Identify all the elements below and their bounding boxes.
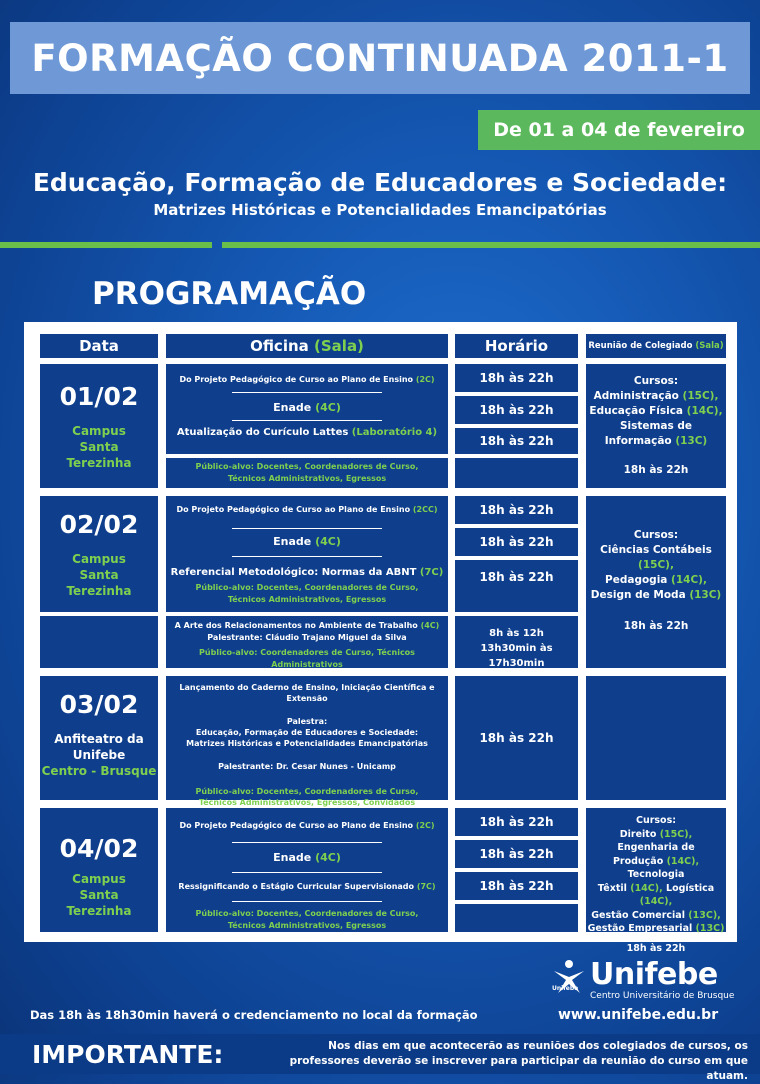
day1-time-2: 18h às 22h <box>455 396 578 424</box>
col-header-oficina <box>166 334 448 358</box>
day1-loc-line1: Campus <box>72 424 126 438</box>
day2-location <box>40 551 158 599</box>
day3-audience <box>166 786 448 808</box>
day2-workshop-4 <box>166 620 448 632</box>
divider <box>232 901 382 902</box>
day1-w3-room: (Laboratório 4) <box>351 427 438 438</box>
day3-loc-line1: Anfiteatro da <box>54 732 144 746</box>
day3-audience-line1: Público-alvo: Docentes, Coordenadores de Curso, <box>195 787 419 796</box>
day1-date: 01/02 <box>59 382 139 411</box>
day4-location <box>40 871 158 919</box>
day1-audience-line2: Técnicos Administrativos, Egressos <box>227 474 387 483</box>
day4-time-1: 18h às 22h <box>455 808 578 836</box>
day4-r4-name: Têxtil <box>597 882 627 894</box>
theme-block <box>0 168 760 219</box>
day4-r6-room: (13C) <box>695 923 725 934</box>
day1-colegiado-time: 18h às 22h <box>623 464 689 476</box>
day4-cursos-label: Cursos: <box>635 815 677 826</box>
day1-audience-line1: Público-alvo: Docentes, Coordenadores de Curso, <box>195 462 419 471</box>
day4-r6-name: Gestão Empresarial <box>587 923 693 934</box>
col-header-sala-label: (Sala) <box>314 337 364 355</box>
day3-location <box>40 731 158 779</box>
day4-loc-line2: Santa <box>79 888 119 902</box>
section-heading: PROGRAMAÇÃO <box>92 276 367 312</box>
day4-r3b-name: Tecnologia <box>627 869 685 880</box>
day1-loc-line3: Terezinha <box>66 456 132 470</box>
day2-curso-2 <box>586 573 726 588</box>
day4-audience-line1: Público-alvo: Docentes, Coordenadores de Curso, <box>195 909 419 918</box>
day4-curso-3 <box>586 882 726 909</box>
divider <box>232 528 382 529</box>
day2-w1-name: Do Projeto Pedagógico de Curso ao Plano de Ensino <box>176 505 411 514</box>
day1-time-3: 18h às 22h <box>455 428 578 454</box>
day3-date-cell <box>40 676 158 800</box>
day2-r3-name: Design de Moda <box>590 589 686 601</box>
day1-loc-line2: Santa <box>79 440 119 454</box>
day2-workshops-cell <box>166 496 448 612</box>
day1-r1-name: Administração <box>593 390 679 402</box>
day2-r2-name: Pedagogia <box>605 574 668 586</box>
day2-w4-audience: Público-alvo: Coordenadores de Curso, Técnicos Administrativos <box>199 648 415 669</box>
schedule-board <box>24 322 737 954</box>
day2-audience-line1: Público-alvo: Docentes, Coordenadores de Curso, <box>195 583 419 592</box>
day1-curso-1 <box>586 389 726 404</box>
day1-audience <box>166 458 448 488</box>
day4-audience <box>166 908 448 932</box>
day2-time-4a: 8h às 12h <box>489 628 544 639</box>
day1-w1-room: (2C) <box>415 375 435 384</box>
day2-time-4 <box>455 616 578 668</box>
day1-curso-3b <box>586 434 726 449</box>
day4-workshop-1 <box>166 820 448 832</box>
divider <box>232 392 382 393</box>
divider-right <box>222 242 760 248</box>
day2-cursos-label: Cursos: <box>633 529 679 541</box>
day1-curso-3a: Sistemas de <box>619 420 693 432</box>
day1-time-empty <box>455 458 578 488</box>
day4-time-2: 18h às 22h <box>455 840 578 868</box>
day2-audience-line2: Técnicos Administrativos, Egressos <box>227 595 387 604</box>
day3-loc-line2: Unifebe <box>72 748 126 762</box>
day3-loc-line3: Centro - Brusque <box>41 764 157 778</box>
day2-w4-name: A Arte dos Relacionamentos no Ambiente de Trabalho <box>174 621 418 630</box>
day1-r1-room: (15C), <box>682 390 719 402</box>
day4-r1-name: Direito <box>619 828 657 840</box>
day4-curso-1 <box>586 828 726 842</box>
day2-time-3: 18h às 22h <box>455 560 578 612</box>
day4-w1-room: (2C) <box>415 821 435 830</box>
day2-date-cell <box>40 496 158 612</box>
day2-curso-1 <box>586 543 726 573</box>
day4-date-cell <box>40 808 158 932</box>
day4-loc-line3: Terezinha <box>66 904 132 918</box>
logo-name: Unifebe <box>590 957 718 992</box>
day2-w1-room: (2CC) <box>412 505 438 514</box>
important-text <box>278 1039 748 1084</box>
divider <box>232 842 382 843</box>
day4-curso-2b <box>586 855 726 882</box>
day3-time: 18h às 22h <box>455 676 578 800</box>
day1-workshop-2 <box>166 401 448 414</box>
day2-colegiado <box>586 496 726 668</box>
day1-r4-name: Informação <box>604 435 672 447</box>
day4-r3-name: Produção <box>612 855 664 867</box>
day4-curso-2a: Engenharia de <box>617 842 695 853</box>
day2-workshop-4-cell <box>166 616 448 668</box>
theme-subtitle: Matrizes Históricas e Potencialidades Emancipatórias <box>153 201 607 219</box>
day3-colegiado-empty <box>586 676 726 800</box>
day1-w2-name: Enade <box>273 401 312 414</box>
title-banner <box>10 22 750 94</box>
important-text-line2: professores deverão se inscrever para participar da reunião do curso em que atuam. <box>289 1055 748 1082</box>
important-label: IMPORTANTE: <box>32 1040 224 1069</box>
unifebe-logo <box>550 955 740 1005</box>
day2-colegiado-time: 18h às 22h <box>623 620 689 632</box>
day4-time-3: 18h às 22h <box>455 872 578 900</box>
day4-r4-room: (14C), <box>630 882 663 894</box>
col-header-horario-label: Horário <box>484 337 549 355</box>
day4-r3-room: (14C), <box>666 855 700 867</box>
theme-title: Educação, Formação de Educadores e Sociedade: <box>32 168 728 197</box>
page-title: FORMAÇÃO CONTINUADA 2011-1 <box>31 36 729 80</box>
day4-time-empty <box>455 904 578 932</box>
website-link[interactable]: www.unifebe.edu.br <box>558 1007 719 1023</box>
day3-audience-line2: Técnicos Administrativos, Egressos, Convidados <box>198 798 416 807</box>
day1-w2-room: (4C) <box>315 401 341 414</box>
day2-loc-line1: Campus <box>72 552 126 566</box>
day2-workshop-3 <box>166 567 448 578</box>
day4-curso-4 <box>586 909 726 923</box>
day4-loc-line1: Campus <box>72 872 126 886</box>
col-header-reuniao-sala: (Sala) <box>695 341 724 351</box>
divider-left <box>0 242 212 248</box>
credenciamento-note: Das 18h às 18h30min haverá o credenciamento no local da formação <box>30 1008 478 1022</box>
col-header-oficina-label: Oficina <box>250 337 309 355</box>
day1-r2-name: Educação Física <box>589 405 684 417</box>
day1-w3-name: Atualização do Curículo Lattes <box>176 427 349 438</box>
divider <box>232 872 382 873</box>
day1-workshops-cell <box>166 364 448 454</box>
day4-r5-room: (13C), <box>688 909 721 921</box>
date-range-badge <box>478 110 760 150</box>
day2-w4-room: (4C) <box>420 621 440 630</box>
day4-w1-name: Do Projeto Pedagógico de Curso ao Plano de Ensino <box>179 821 414 830</box>
day3-line2: Palestra: <box>286 717 328 726</box>
day4-r1-room: (15C), <box>659 828 693 840</box>
day2-curso-3 <box>586 588 726 603</box>
day3-line4: Matrizes Históricas e Potencialidades Emancipatórias <box>186 739 428 748</box>
day2-workshop-2 <box>166 535 448 548</box>
day4-colegiado-time: 18h às 22h <box>626 942 686 954</box>
divider <box>232 556 382 557</box>
day1-colegiado <box>586 364 726 488</box>
logo-subtitle: Centro Universitário de Brusque <box>590 991 735 1001</box>
day4-w2-room: (4C) <box>315 851 341 864</box>
day2-w3-room: (7C) <box>419 567 444 578</box>
date-range-text: De 01 a 04 de fevereiro <box>493 119 745 141</box>
day2-r1-name: Ciências Contábeis <box>600 544 712 556</box>
day1-cursos-label: Cursos: <box>633 375 679 387</box>
day4-w3-room: (7C) <box>416 882 436 891</box>
day4-w2-name: Enade <box>273 851 312 864</box>
important-text-line1: Nos dias em que acontecerão as reuniões dos colegiados de cursos, os <box>328 1040 748 1052</box>
day2-time-2: 18h às 22h <box>455 528 578 556</box>
day3-line1: Lançamento do Caderno de Ensino, Iniciação Científica e Extensão <box>179 683 435 703</box>
logo-mark-text: Unifebe <box>552 985 579 992</box>
day1-date-cell <box>40 364 158 488</box>
day2-loc-line2: Santa <box>79 568 119 582</box>
day4-workshops-cell <box>166 808 448 932</box>
day2-date-empty <box>40 616 158 668</box>
day4-audience-line2: Técnicos Administrativos, Egressos <box>227 921 387 930</box>
day2-date: 02/02 <box>59 510 139 539</box>
day4-workshop-3 <box>166 881 448 893</box>
day2-r3-room: (13C) <box>689 589 722 601</box>
day2-r2-room: (14C), <box>671 574 707 586</box>
day1-time-1: 18h às 22h <box>455 364 578 392</box>
day2-time-1: 18h às 22h <box>455 496 578 524</box>
day4-curso-5 <box>586 922 726 936</box>
col-header-reuniao <box>586 334 726 358</box>
day1-location <box>40 423 158 471</box>
day1-r2-room: (14C), <box>686 405 723 417</box>
day2-w3-name: Referencial Metodológico: Normas da ABNT <box>170 567 417 578</box>
day2-audience <box>166 582 448 606</box>
col-header-data-label: Data <box>79 337 119 355</box>
col-header-reuniao-label: Reunião de Colegiado <box>588 341 693 351</box>
day2-w2-name: Enade <box>273 535 312 548</box>
day1-workshop-1 <box>166 374 448 386</box>
day4-date: 04/02 <box>59 834 139 863</box>
day4-r4b-room: (14C), <box>639 896 673 907</box>
day3-program-cell <box>166 676 448 807</box>
day2-r1-room: (15C), <box>638 559 674 571</box>
day4-workshop-2 <box>166 851 448 864</box>
day2-w2-room: (4C) <box>315 535 341 548</box>
day1-curso-2 <box>586 404 726 419</box>
day2-workshop-1 <box>166 504 448 516</box>
day1-w1-name: Do Projeto Pedagógico de Curso ao Plano de Ensino <box>179 375 414 384</box>
day4-w3-name: Ressignificando o Estágio Curricular Supervisionado <box>178 882 415 891</box>
day2-time-4b: 13h30min às 17h30min <box>480 643 553 669</box>
day2-loc-line3: Terezinha <box>66 584 132 598</box>
day4-colegiado <box>586 808 726 954</box>
day1-r4-room: (13C) <box>675 435 708 447</box>
day3-line3: Educação, Formação de Educadores e Sociedade: <box>195 728 419 737</box>
day2-w4-speaker: Palestrante: Cláudio Trajano Miguel da Silva <box>207 633 407 642</box>
col-header-horario <box>455 334 578 358</box>
divider <box>232 420 382 421</box>
col-header-data <box>40 334 158 358</box>
day4-r5-name: Gestão Comercial <box>591 909 685 921</box>
day4-r4b-name: Logística <box>666 882 715 894</box>
day1-workshop-3 <box>166 427 448 438</box>
day3-speaker: Palestrante: Dr. Cesar Nunes - Unicamp <box>218 762 396 771</box>
day3-date: 03/02 <box>59 690 139 719</box>
